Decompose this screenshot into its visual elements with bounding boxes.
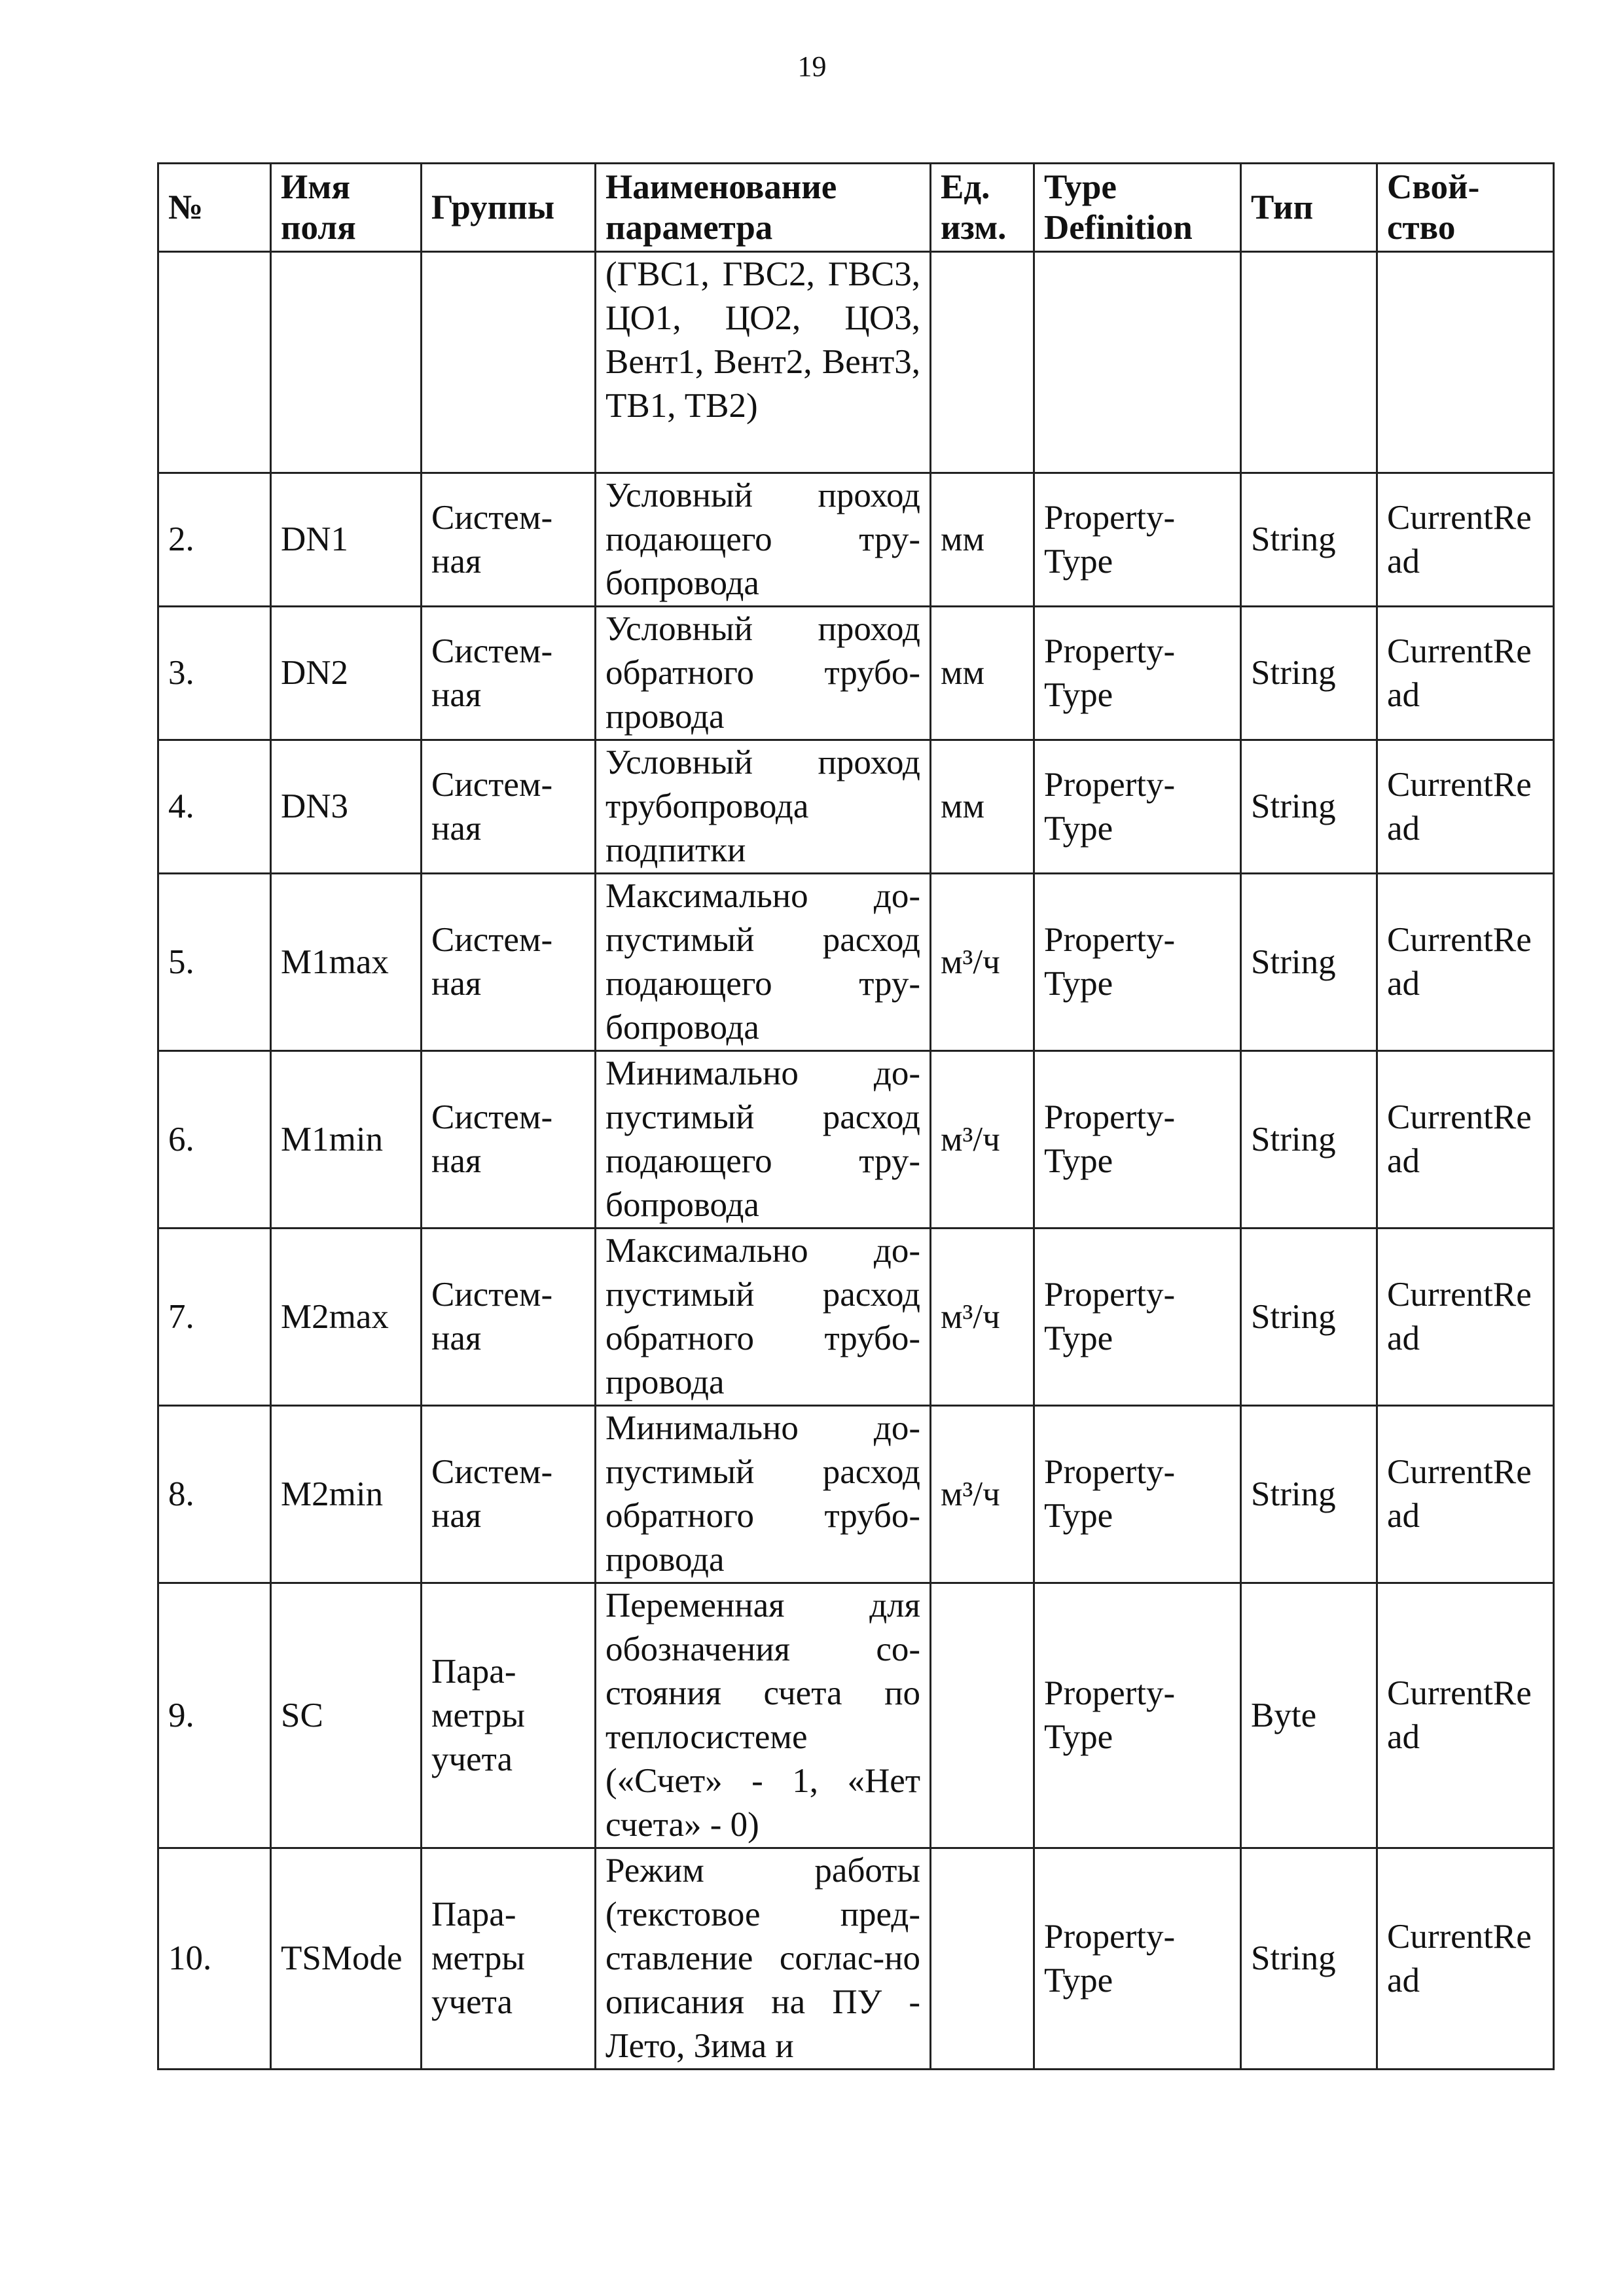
cell-number: 5. (158, 874, 271, 1051)
cell-number: 10. (158, 1848, 271, 2070)
cell-unit (931, 1583, 1034, 1848)
cell-type: String (1241, 607, 1377, 740)
cell-property: CurrentRead (1377, 1583, 1554, 1848)
cell-number: 3. (158, 607, 271, 740)
cell-field-name (271, 252, 422, 473)
cell-group: Систем-ная (422, 1051, 596, 1229)
parameters-table (157, 162, 1555, 2070)
cell-property: CurrentRead (1377, 1406, 1554, 1583)
cell-type: String (1241, 1406, 1377, 1583)
table-row-continuation (158, 252, 1554, 473)
cell-property (1377, 252, 1554, 473)
header-type: Тип (1241, 164, 1377, 252)
cell-type-definition: Property-Type (1034, 607, 1241, 740)
header-type-definition: Type Definition (1034, 164, 1241, 252)
cell-field-name: M1min (271, 1051, 422, 1229)
cell-type-definition: Property-Type (1034, 740, 1241, 874)
cell-parameter-name: Максимально до-пустимый расход подающего тру-бопровода (596, 874, 931, 1051)
cell-unit: мм (931, 740, 1034, 874)
cell-unit: м³/ч (931, 874, 1034, 1051)
cell-number: 8. (158, 1406, 271, 1583)
header-row (158, 164, 1554, 252)
table-row (158, 473, 1554, 607)
cell-type: Byte (1241, 1583, 1377, 1848)
cell-number (158, 252, 271, 473)
cell-group: Систем-ная (422, 607, 596, 740)
cell-group: Систем-ная (422, 473, 596, 607)
cell-property: CurrentRead (1377, 1229, 1554, 1406)
cell-field-name: M2max (271, 1229, 422, 1406)
cell-unit: мм (931, 607, 1034, 740)
cell-parameter-name: Условный проход трубопровода подпитки (596, 740, 931, 874)
table-row (158, 740, 1554, 874)
cell-type-definition: Property-Type (1034, 874, 1241, 1051)
cell-number: 2. (158, 473, 271, 607)
cell-type-definition: Property-Type (1034, 473, 1241, 607)
header-property: Свой-ство (1377, 164, 1554, 252)
table-row (158, 1229, 1554, 1406)
cell-type-definition (1034, 252, 1241, 473)
cell-parameter-name: Режим работы (текстовое пред-ставление соглас-но описания на ПУ - Лето, Зима и (596, 1848, 931, 2070)
cell-type: String (1241, 473, 1377, 607)
cell-unit: м³/ч (931, 1051, 1034, 1229)
header-unit: Ед. изм. (931, 164, 1034, 252)
cell-group: Пара-метры учета (422, 1848, 596, 2070)
cell-property: CurrentRead (1377, 1848, 1554, 2070)
cell-type-definition: Property-Type (1034, 1229, 1241, 1406)
cell-unit: м³/ч (931, 1406, 1034, 1583)
table-row (158, 1583, 1554, 1848)
cell-unit: мм (931, 473, 1034, 607)
cell-property: CurrentRead (1377, 874, 1554, 1051)
cell-field-name: M2min (271, 1406, 422, 1583)
cell-parameter-name: Условный проход обратного трубо-провода (596, 607, 931, 740)
cell-field-name: SC (271, 1583, 422, 1848)
cell-group: Систем-ная (422, 1229, 596, 1406)
cell-property: CurrentRead (1377, 473, 1554, 607)
cell-property: CurrentRead (1377, 607, 1554, 740)
header-number: № (158, 164, 271, 252)
cell-field-name: M1max (271, 874, 422, 1051)
cell-field-name: DN2 (271, 607, 422, 740)
cell-group (422, 252, 596, 473)
cell-group: Систем-ная (422, 1406, 596, 1583)
cell-property: CurrentRead (1377, 740, 1554, 874)
cell-unit: м³/ч (931, 1229, 1034, 1406)
page-number: 19 (797, 50, 827, 82)
table-row (158, 1051, 1554, 1229)
cell-group: Систем-ная (422, 874, 596, 1051)
cell-parameter-name: Максимально до-пустимый расход обратного трубо-провода (596, 1229, 931, 1406)
cell-type: String (1241, 1229, 1377, 1406)
cell-group: Систем-ная (422, 740, 596, 874)
cell-field-name: DN3 (271, 740, 422, 874)
header-field-name: Имя поля (271, 164, 422, 252)
cell-parameter-name: Минимально до-пустимый расход обратного трубо-провода (596, 1406, 931, 1583)
cell-property: CurrentRead (1377, 1051, 1554, 1229)
table-row (158, 1848, 1554, 2070)
cell-number: 4. (158, 740, 271, 874)
table-row (158, 1406, 1554, 1583)
cell-number: 7. (158, 1229, 271, 1406)
cell-type (1241, 252, 1377, 473)
cell-type: String (1241, 874, 1377, 1051)
cell-unit (931, 1848, 1034, 2070)
cell-type: String (1241, 1848, 1377, 2070)
cell-parameter-name: Условный проход подающего тру-бопровода (596, 473, 931, 607)
cell-parameter-name: Переменная для обозначения со-стояния счета по теплосистеме («Счет» - 1, «Нет счета» - 0) (596, 1583, 931, 1848)
cell-type: String (1241, 740, 1377, 874)
header-groups: Группы (422, 164, 596, 252)
cell-unit (931, 252, 1034, 473)
table-row (158, 607, 1554, 740)
cell-number: 9. (158, 1583, 271, 1848)
header-parameter-name: Наименование параметра (596, 164, 931, 252)
cell-field-name: DN1 (271, 473, 422, 607)
cell-type: String (1241, 1051, 1377, 1229)
cell-type-definition: Property-Type (1034, 1848, 1241, 2070)
table-row (158, 874, 1554, 1051)
cell-field-name: TSMode (271, 1848, 422, 2070)
table-header (158, 164, 1554, 252)
cell-group: Пара-метры учета (422, 1583, 596, 1848)
cell-type-definition: Property-Type (1034, 1406, 1241, 1583)
cell-type-definition: Property-Type (1034, 1583, 1241, 1848)
cell-parameter-name: (ГВС1, ГВС2, ГВС3, ЦО1, ЦО2, ЦО3, Вент1, Вент2, Вент3, ТВ1, ТВ2) (596, 252, 931, 473)
table-body (158, 252, 1554, 2070)
cell-type-definition: Property-Type (1034, 1051, 1241, 1229)
cell-number: 6. (158, 1051, 271, 1229)
cell-parameter-name: Минимально до-пустимый расход подающего тру-бопровода (596, 1051, 931, 1229)
